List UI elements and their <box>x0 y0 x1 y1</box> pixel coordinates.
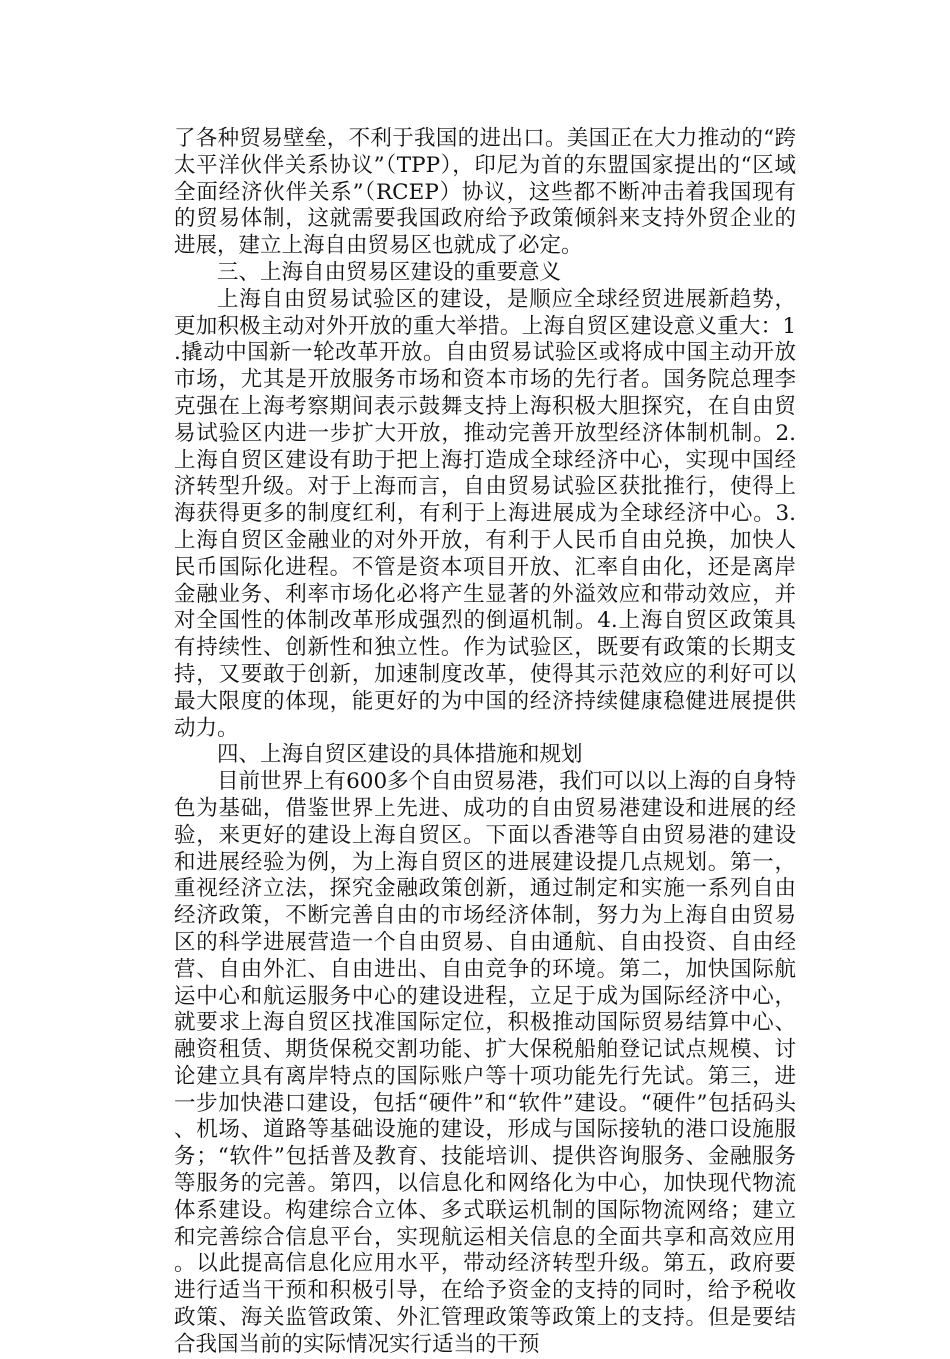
paragraph-significance: 上海自由贸易试验区的建设，是顺应全球经贸进展新趋势，更加积极主动对外开放的重大举措。上海自贸区建设意义重大：1.撬动中国新一轮改革开放。自由贸易试验区或将成中国主动开放市场，尤其是开放服务市场和资本市场的先行者。国务院总理李克强在上海考察期间表示鼓舞支持上海积极大胆探究，在自由贸易试验区内进一步扩大开放，推动完善开放型经济体制机制。2.上海自贸区建设有助于把上海打造成全球经济中心，实现中国经济转型升级。对于上海而言，自由贸易试验区获批推行，使得上海获得更多的制度红利，有利于上海进展成为全球经济中心。3.上海自贸区金融业的对外开放，有利于人民币自由兑换，加快人民币国际化进程。不管是资本项目开放、汇率自由化，还是离岸金融业务、利率市场化必将产生显著的外溢效应和带动效应，并对全国性的体制改革形成强烈的倒逼机制。4.上海自贸区政策具有持续性、创新性和独立性。作为试验区，既要有政策的长期支持，又要敢于创新，加速制度改革，使得其示范效应的利好可以最大限度的体现，能更好的为中国的经济持续健康稳健进展提供动力。 <box>174 286 796 741</box>
section-heading-significance: 三、上海自由贸易区建设的重要意义 <box>217 259 562 285</box>
document-page <box>174 126 796 1359</box>
paragraph-continuation: 了各种贸易壁垒，不利于我国的进出口。美国正在大力推动的“跨太平洋伙伴关系协议”（TPP），印尼为首的东盟国家提出的“区域全面经济伙伴关系”（RCEP）协议，这些都不断冲击着我国现有的贸易体制，这就需要我国政府给予政策倾斜来支持外贸企业的进展，建立上海自由贸易区也就成了必定。 <box>174 126 796 259</box>
section-heading-measures: 四、上海自贸区建设的具体措施和规划 <box>217 742 583 768</box>
paragraph-measures: 目前世界上有600多个自由贸易港，我们可以以上海的自身特色为基础，借鉴世界上先进、成功的自由贸易港建设和进展的经验，来更好的建设上海自贸区。下面以香港等自由贸易港的建设和进展经验为例，为上海自贸区的进展建设提几点规划。第一，重视经济立法，探究金融政策创新，通过制定和实施一系列自由经济政策，不断完善自由的市场经济体制，努力为上海自由贸易区的科学进展营造一个自由贸易、自由通航、自由投资、自由经营、自由外汇、自由进出、自由竞争的环境。第二，加快国际航运中心和航运服务中心的建设进程，立足于成为国际经济中心，就要求上海自贸区找准国际定位，积极推动国际贸易结算中心、融资租赁、期货保税交割功能、扩大保税船舶登记试点规模、讨论建立具有离岸特点的国际账户等十项功能先行先试。第三，进一步加快港口建设，包括“硬件”和“软件”建设。“硬件”包括码头、机场、道路等基础设施的建设，形成与国际接轨的港口设施服务；“软件”包括普及教育、技能培训、提供咨询服务、金融服务等服务的完善。第四，以信息化和网络化为中心，加快现代物流体系建设。构建综合立体、多式联运机制的国际物流网络；建立和完善综合信息平台，实现航运相关信息的全面共享和高效应用。以此提高信息化应用水平，带动经济转型升级。第五，政府要进行适当干预和积极引导，在给予资金的支持的同时，给予税收政策、海关监管政策、外汇管理政策等政策上的支持。但是要结合我国当前的实际情况实行适当的干预 <box>174 769 796 1357</box>
